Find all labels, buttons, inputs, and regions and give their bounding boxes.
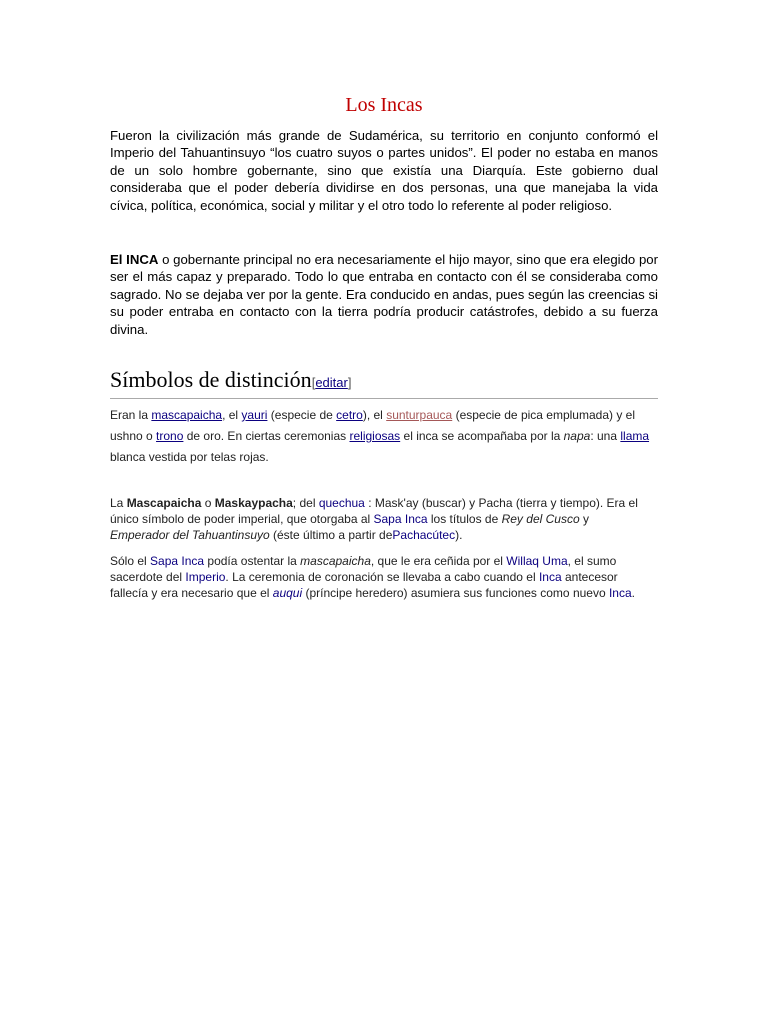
text-run: ).	[455, 528, 463, 542]
link-cetro[interactable]: cetro	[336, 408, 363, 422]
text-run: Eran la	[110, 408, 152, 422]
edit-bracket-close: ]	[347, 375, 352, 390]
edit-bracket-open: [	[311, 375, 316, 390]
link-llama[interactable]: llama	[620, 429, 650, 443]
text-run: (especie de pica emplumada) y el ushno o	[110, 408, 635, 443]
section-heading-text: Símbolos de distinción	[110, 367, 312, 392]
inca-paragraph	[110, 251, 658, 338]
italic-mascapaicha: mascapaicha	[300, 554, 371, 568]
text-run: ), el	[362, 408, 387, 422]
link-inca[interactable]: Inca	[608, 586, 632, 600]
text-run: (príncipe heredero) asumiera sus funciones como nuevo	[302, 586, 609, 600]
text-run: ; del	[292, 496, 319, 510]
text-run: , el sumo sacerdote del	[110, 554, 617, 584]
text-run: (éste último a partir de	[269, 528, 393, 542]
text-run: La	[110, 496, 127, 510]
text-run: : una	[590, 429, 621, 443]
inca-paragraph-text: o gobernante principal no era necesariamente el hijo mayor, sino que era elegido por ser el más capaz y preparado. Todo lo que entraba en contacto con él se consideraba como sagrado. No se dejaba ver por la gente. Era conducido en andas, pues según las creencias si su poder entraba en contacto con la tierra podría producir catástrofes, debido a su fuerza divina.	[110, 252, 658, 337]
inca-bold-label: El INCA	[110, 252, 159, 267]
text-run: Sólo el	[110, 554, 151, 568]
text-run: , que le era ceñida por el	[370, 554, 507, 568]
text-run: blanca vestida por telas rojas.	[110, 450, 269, 464]
bold-maskaypacha: Maskaypacha	[214, 496, 293, 510]
link-religiosas[interactable]: religiosas	[349, 429, 401, 443]
text-run: podía ostentar la	[204, 554, 301, 568]
edit-link[interactable]: editar	[315, 375, 348, 390]
edit-section	[312, 375, 352, 390]
link-yauri[interactable]: yauri	[241, 408, 268, 422]
intro-paragraph: Fueron la civilización más grande de Sudamérica, su territorio en conjunto conformó el Imperio del Tahuantinsuyo “los cuatro suyos o partes unidos”. El poder no estaba en manos de un solo hombre gobernante, sino que existía una Diarquía. Este gobierno dual consideraba que el poder debería dividirse en dos personas, una que manejaba la vida cívica, política, económica, social y militar y el otro todo lo referente al poder religioso.	[110, 128, 658, 213]
text-run: el inca se acompañaba por la	[400, 429, 564, 443]
italic-napa: napa	[563, 429, 591, 443]
link-sunturpauca[interactable]: sunturpauca	[386, 408, 453, 422]
text-run: y	[579, 512, 589, 526]
symbols-paragraph	[110, 405, 650, 468]
italic-emperador: Emperador del Tahuantinsuyo	[110, 528, 270, 542]
bold-mascapaicha: Mascapaicha	[126, 496, 202, 510]
mascapaicha-paragraph	[110, 495, 650, 543]
link-sapa-inca[interactable]: Sapa Inca	[150, 554, 205, 568]
document-title: Los Incas	[345, 94, 423, 116]
text-run: .	[631, 586, 635, 600]
section-heading	[110, 367, 658, 399]
sapa-inca-paragraph	[110, 553, 650, 601]
link-inca[interactable]: Inca	[538, 570, 562, 584]
link-sapa-inca[interactable]: Sapa Inca	[373, 512, 428, 526]
text-run: o	[201, 496, 215, 510]
text-run: . La ceremonia de coronación se llevaba a cabo cuando el	[225, 570, 539, 584]
link-quechua[interactable]: quechua	[318, 496, 365, 510]
link-willaq-uma[interactable]: Willaq Uma	[506, 554, 568, 568]
link-mascapaicha[interactable]: mascapaicha	[151, 408, 223, 422]
text-run: de oro. En ciertas ceremonias	[183, 429, 350, 443]
link-trono[interactable]: trono	[156, 429, 184, 443]
text-run: : Mask'ay (buscar) y Pacha (tierra y tiempo). Era el único símbolo de poder imperial, que otorgaba al	[110, 496, 638, 526]
text-run: , el	[222, 408, 242, 422]
link-imperio[interactable]: Imperio	[185, 570, 226, 584]
text-run: (especie de	[267, 408, 337, 422]
link-auqui[interactable]: auqui	[272, 586, 303, 600]
text-run: los títulos de	[427, 512, 502, 526]
italic-rey-del-cusco: Rey del Cusco	[501, 512, 580, 526]
link-pachacutec[interactable]: Pachacútec	[392, 528, 456, 542]
text-run: antecesor fallecía y era necesario que el	[110, 570, 618, 600]
